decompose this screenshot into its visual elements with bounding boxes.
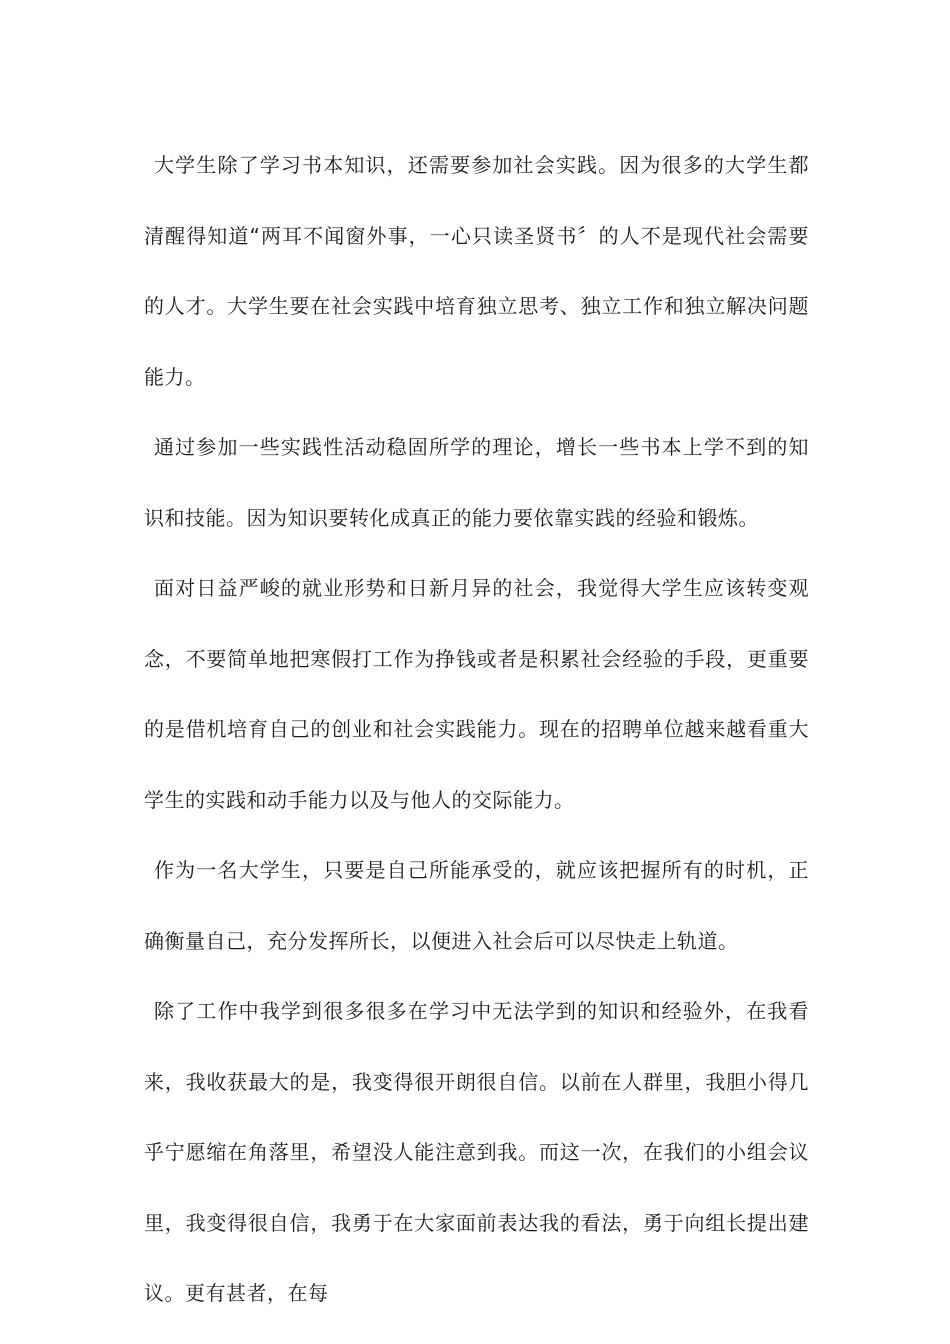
document-body [144,130,809,1329]
paragraph-4: 作为一名大学生，只要是自己所能承受的，就应该把握所有的时机，正确衡量自己，充分发挥所长，以便进入社会后可以尽快走上轨道。 [144,858,809,953]
paragraph-3: 面对日益严峻的就业形势和日新月异的社会，我觉得大学生应该转变观念，不要简单地把寒假打工作为挣钱或者是积累社会经验的手段，更重要的是借机培育自己的创业和社会实践能力。现在的招聘单位越来越看重大学生的实践和动手能力以及与他人的交际能力。 [144,576,809,812]
paragraph-1: 大学生除了学习书本知识，还需要参加社会实践。因为很多的大学生都清醒得知道“两耳不闻窗外事，一心只读圣贤书〞的人不是现代社会需要的人才。大学生要在社会实践中培育独立思考、独立工作和独立解决问题能力。 [144,153,809,389]
paragraph-2: 通过参加一些实践性活动稳固所学的理论，增长一些书本上学不到的知识和技能。因为知识要转化成真正的能力要依靠实践的经验和锻炼。 [144,435,809,530]
paragraph-5: 除了工作中我学到很多很多在学习中无法学到的知识和经验外，在我看来，我收获最大的是，我变得很开朗很自信。以前在人群里，我胆小得几乎宁愿缩在角落里，希望没人能注意到我。而这一次，在我们的小组会议里，我变得很自信，我勇于在大家面前表达我的看法，勇于向组长提出建议。更有甚者，在每 [144,999,809,1305]
